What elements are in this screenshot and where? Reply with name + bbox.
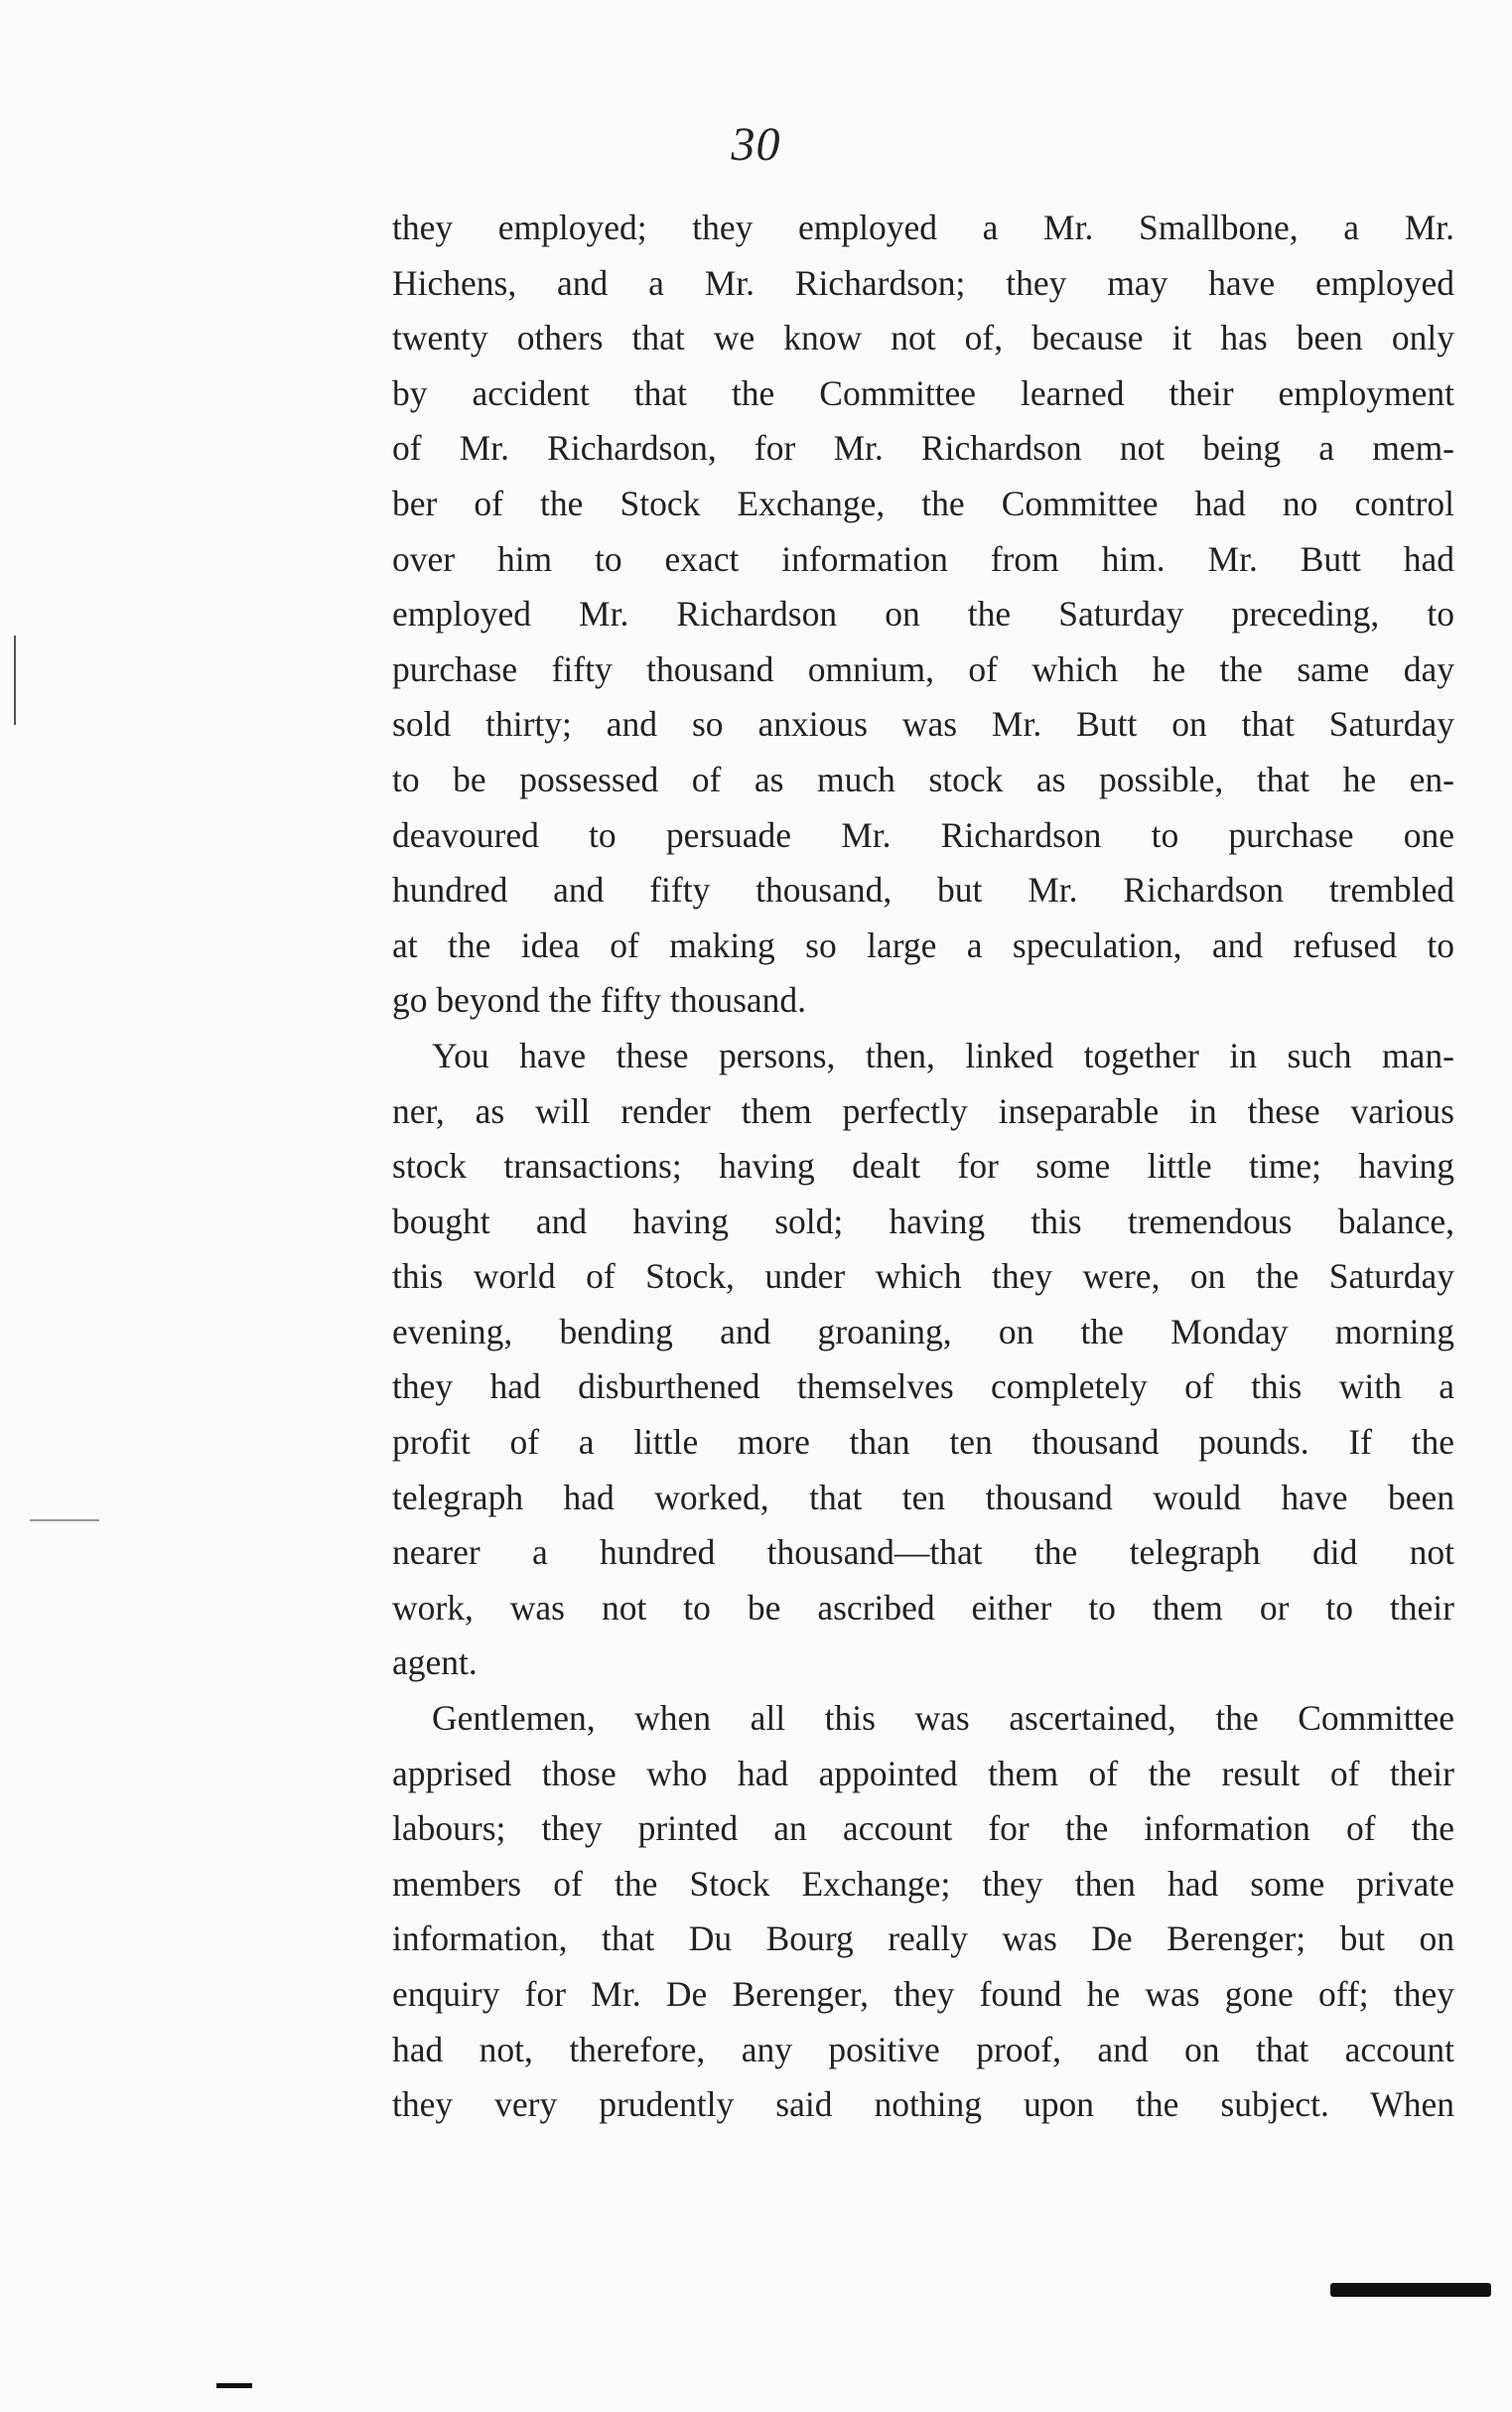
text-line: enquiry for Mr. De Berenger, they found he was gone off; they [392, 1974, 1454, 2014]
text-line: hundred and fifty thousand, but Mr. Richardson trembled [392, 870, 1454, 911]
text-line: profit of a little more than ten thousand pounds. If the [392, 1422, 1454, 1463]
scan-mark-left-dotted [30, 1519, 99, 1521]
text-line: Hichens, and a Mr. Richardson; they may have employed [392, 262, 1454, 303]
text-line: evening, bending and groaning, on the Monday morning [392, 1311, 1454, 1351]
text-line: members of the Stock Exchange; they then had some private [392, 1863, 1454, 1904]
text-line: purchase fifty thousand omnium, of which he the same day [392, 648, 1454, 689]
body-text [392, 201, 1454, 2133]
text-line: stock transactions; having dealt for some little time; having [392, 1146, 1454, 1187]
text-line: work, was not to be ascribed either to them or to their [392, 1587, 1454, 1628]
text-line: go beyond the fifty thousand. [392, 980, 807, 1021]
text-line: they very prudently said nothing upon the subject. When [392, 2084, 1454, 2125]
text-line: labours; they printed an account for the information of the [392, 1808, 1454, 1849]
text-line: deavoured to persuade Mr. Richardson to purchase one [392, 814, 1454, 855]
text-line: by accident that the Committee learned their employment [392, 372, 1454, 413]
text-line: agent. [392, 1642, 478, 1683]
text-line: they employed; they employed a Mr. Smallbone, a Mr. [392, 208, 1454, 247]
text-line: ner, as will render them perfectly inseparable in these various [392, 1090, 1454, 1131]
text-line: telegraph had worked, that ten thousand would have been [392, 1477, 1454, 1517]
scan-mark-bottom-left [216, 2383, 252, 2388]
text-line: this world of Stock, under which they were, on the Saturday [392, 1256, 1454, 1297]
page-number: 30 [731, 118, 781, 171]
text-line: had not, therefore, any positive proof, and on that account [392, 2029, 1454, 2069]
text-line: employed Mr. Richardson on the Saturday preceding, to [392, 594, 1454, 635]
text-line: apprised those who had appointed them of the result of their [392, 1753, 1454, 1793]
text-line: twenty others that we know not of, because it has been only [392, 318, 1454, 358]
text-line: of Mr. Richardson, for Mr. Richardson not being a mem- [392, 428, 1454, 469]
text-line: nearer a hundred thousand—that the telegraph did not [392, 1532, 1454, 1573]
text-line: You have these persons, then, linked together in such man- [432, 1035, 1454, 1075]
text-line: information, that Du Bourg really was De Berenger; but on [392, 1918, 1454, 1959]
text-line: ber of the Stock Exchange, the Committee had no control [392, 483, 1454, 523]
text-line: they had disburthened themselves completely of this with a [392, 1366, 1454, 1407]
scan-mark-left [14, 636, 16, 725]
text-line: to be possessed of as much stock as possible, that he en- [392, 759, 1454, 799]
text-line: over him to exact information from him. Mr. Butt had [392, 538, 1454, 579]
text-line: at the idea of making so large a speculation, and refused to [392, 924, 1454, 965]
text-line: sold thirty; and so anxious was Mr. Butt on that Saturday [392, 704, 1454, 745]
text-line: Gentlemen, when all this was ascertained, the Committee [432, 1698, 1454, 1739]
scan-mark-bottom-right [1330, 2283, 1491, 2297]
text-line: bought and having sold; having this tremendous balance, [392, 1201, 1454, 1241]
